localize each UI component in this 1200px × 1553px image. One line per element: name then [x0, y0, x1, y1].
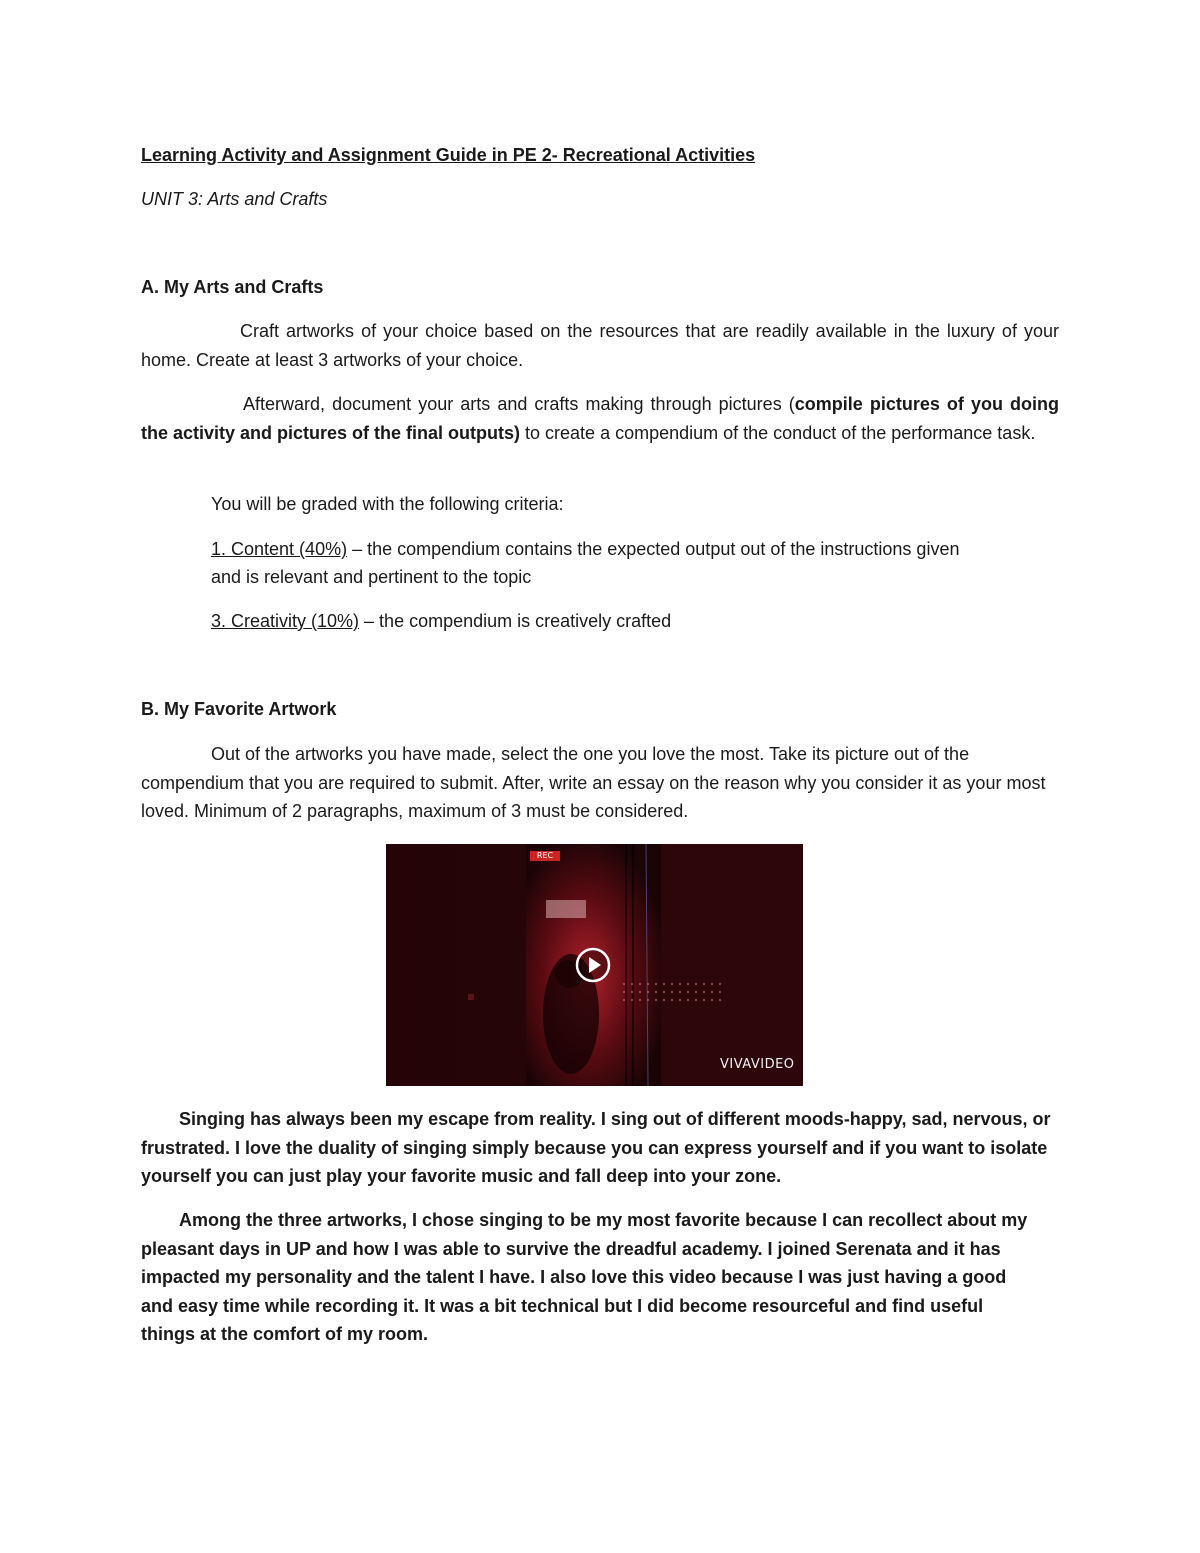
para2-bold: compile pictures of you doing the activity and pictures of the final outputs) [141, 394, 1059, 443]
essay-paragraph-2: Among the three artworks, I chose singing to be my most favorite because I can recollect about my pleasant days in UP and how I was able to survive the dreadful academy. I joined Serenata and it has impacted my personality and the talent I have. I also love this video because I was just having a good and easy time while recording it. It was a bit technical but I did become resourceful and find useful things at the comfort of my room. [141, 1210, 1028, 1344]
document-title: Learning Activity and Assignment Guide in PE 2- Recreational Activities [141, 145, 756, 165]
vivavideo-logo: VIVAVIDEO [720, 1057, 795, 1072]
para2-start: Afterward, document your arts and crafts making through pictures ( [243, 394, 795, 414]
section-a-paragraph-1: Craft artworks of your choice based on the resources that are readily available in the luxury of your home. Create at least 3 artworks of your choice. [141, 321, 1059, 370]
criteria-text: – the compendium contains the expected output out of the instructions given [347, 539, 960, 559]
video-thumbnail[interactable] [386, 844, 803, 1086]
para2-end: to create a compendium of the conduct of the performance task. [520, 422, 1036, 443]
criteria-item-creativity [211, 607, 671, 635]
criteria-label: 1. Content (40%) [211, 539, 348, 559]
play-icon[interactable] [574, 946, 612, 984]
criteria-item-content [211, 535, 959, 563]
criteria-intro: You will be graded with the following criteria: [211, 494, 564, 514]
unit-subtitle: UNIT 3: Arts and Crafts [141, 189, 328, 209]
criteria-item-content-cont: and is relevant and pertinent to the topic [211, 567, 532, 587]
essay-paragraph-1: Singing has always been my escape from reality. I sing out of different moods-happy, sad, nervous, or frustrated. I love the duality of singing simply because you can express yourself and if you want to isolate yourself you can just play your favorite music and fall deep into your zone. [141, 1109, 1051, 1186]
criteria-text: – the compendium is creatively crafted [359, 611, 672, 631]
section-a-paragraph-2 [141, 390, 1059, 447]
section-b-paragraph: Out of the artworks you have made, select the one you love the most. Take its picture out of the compendium that you are required to submit. After, write an essay on the reason why you consider it as your most loved. Minimum of 2 paragraphs, maximum of 3 must be considered. [141, 744, 1046, 821]
section-a-heading: A. My Arts and Crafts [141, 277, 324, 297]
criteria-label: 3. Creativity (10%) [211, 611, 360, 631]
section-b-heading: B. My Favorite Artwork [141, 699, 337, 719]
recording-badge: REC [530, 851, 560, 861]
